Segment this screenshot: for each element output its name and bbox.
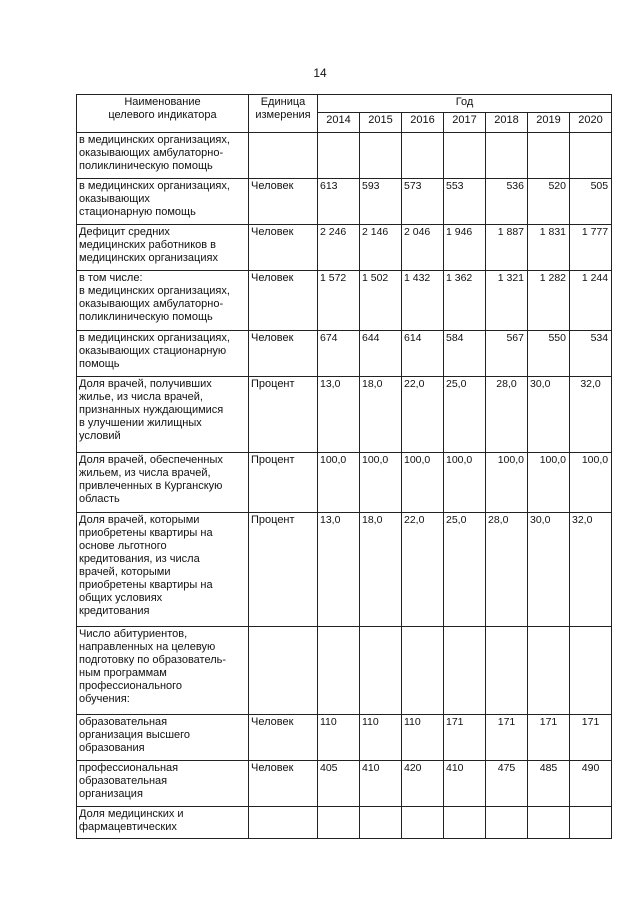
unit-cell: Человек bbox=[249, 761, 318, 807]
value-cell-2020: 1 244 bbox=[570, 271, 612, 331]
year-header: 2017 bbox=[444, 113, 486, 133]
value-cell-2019: 171 bbox=[528, 715, 570, 761]
value-cell-2014: 13,0 bbox=[318, 513, 360, 627]
unit-cell: Человек bbox=[249, 271, 318, 331]
table-row bbox=[77, 271, 612, 331]
value-cell-2017: 25,0 bbox=[444, 377, 486, 453]
value-cell-2016: 110 bbox=[402, 715, 444, 761]
value-cell-2014 bbox=[318, 807, 360, 839]
value-cell-2018: 475 bbox=[486, 761, 528, 807]
value-cell-2019 bbox=[528, 627, 570, 715]
value-cell-2019: 1 831 bbox=[528, 225, 570, 271]
value-cell-2016: 420 bbox=[402, 761, 444, 807]
value-cell-2019: 30,0 bbox=[528, 377, 570, 453]
value-cell-2015: 100,0 bbox=[360, 453, 402, 513]
value-cell-2018: 28,0 bbox=[486, 513, 528, 627]
value-cell-2015 bbox=[360, 627, 402, 715]
value-cell-2016 bbox=[402, 627, 444, 715]
value-cell-2014: 2 246 bbox=[318, 225, 360, 271]
value-cell-2019: 485 bbox=[528, 761, 570, 807]
value-cell-2019 bbox=[528, 133, 570, 179]
value-cell-2018 bbox=[486, 133, 528, 179]
table-row bbox=[77, 627, 612, 715]
indicator-name: в медицинских организациях, оказывающих амбулаторно- поликлиническую помощь bbox=[77, 133, 249, 179]
value-cell-2018: 536 bbox=[486, 179, 528, 225]
value-cell-2017 bbox=[444, 807, 486, 839]
value-cell-2014: 1 572 bbox=[318, 271, 360, 331]
value-cell-2015: 410 bbox=[360, 761, 402, 807]
indicator-rows bbox=[77, 133, 612, 839]
value-cell-2018 bbox=[486, 807, 528, 839]
value-cell-2020 bbox=[570, 133, 612, 179]
value-cell-2017: 553 bbox=[444, 179, 486, 225]
table-row bbox=[77, 453, 612, 513]
value-cell-2015 bbox=[360, 133, 402, 179]
table-row bbox=[77, 807, 612, 839]
table-row bbox=[77, 225, 612, 271]
table-row bbox=[77, 133, 612, 179]
value-cell-2017: 25,0 bbox=[444, 513, 486, 627]
value-cell-2019 bbox=[528, 807, 570, 839]
value-cell-2015: 593 bbox=[360, 179, 402, 225]
value-cell-2014: 110 bbox=[318, 715, 360, 761]
indicator-name: Доля врачей, которыми приобретены квартиры на основе льготного кредитования, из числа врачей, которыми приобретены квартиры на общих условиях кредитования bbox=[77, 513, 249, 627]
indicator-name: Доля медицинских и фармацевтических bbox=[77, 807, 249, 839]
value-cell-2014 bbox=[318, 627, 360, 715]
column-header-unit: Единица измерения bbox=[249, 95, 318, 133]
unit-cell: Процент bbox=[249, 513, 318, 627]
value-cell-2016: 22,0 bbox=[402, 513, 444, 627]
value-cell-2020 bbox=[570, 807, 612, 839]
value-cell-2020: 32,0 bbox=[570, 513, 612, 627]
year-header: 2020 bbox=[570, 113, 612, 133]
value-cell-2020: 534 bbox=[570, 331, 612, 377]
indicator-name: в том числе: в медицинских организациях, оказывающих амбулаторно- поликлиническую помощь bbox=[77, 271, 249, 331]
value-cell-2017: 410 bbox=[444, 761, 486, 807]
value-cell-2020: 32,0 bbox=[570, 377, 612, 453]
value-cell-2018 bbox=[486, 627, 528, 715]
unit-cell bbox=[249, 627, 318, 715]
year-header: 2018 bbox=[486, 113, 528, 133]
table-row bbox=[77, 715, 612, 761]
value-cell-2020: 490 bbox=[570, 761, 612, 807]
unit-cell: Человек bbox=[249, 331, 318, 377]
value-cell-2017 bbox=[444, 133, 486, 179]
indicator-name: образовательная организация высшего образования bbox=[77, 715, 249, 761]
value-cell-2015: 1 502 bbox=[360, 271, 402, 331]
table-row bbox=[77, 377, 612, 453]
value-cell-2019: 1 282 bbox=[528, 271, 570, 331]
indicator-name: профессиональная образовательная организация bbox=[77, 761, 249, 807]
value-cell-2020: 171 bbox=[570, 715, 612, 761]
year-header: 2019 bbox=[528, 113, 570, 133]
value-cell-2017: 100,0 bbox=[444, 453, 486, 513]
indicator-name: Доля врачей, обеспеченных жильем, из числа врачей, привлеченных в Курганскую область bbox=[77, 453, 249, 513]
value-cell-2015: 110 bbox=[360, 715, 402, 761]
indicator-name: в медицинских организациях, оказывающих стационарную помощь bbox=[77, 331, 249, 377]
column-header-year: Год bbox=[318, 95, 612, 113]
table-row bbox=[77, 331, 612, 377]
value-cell-2016: 22,0 bbox=[402, 377, 444, 453]
value-cell-2014: 100,0 bbox=[318, 453, 360, 513]
value-cell-2020 bbox=[570, 627, 612, 715]
value-cell-2018: 171 bbox=[486, 715, 528, 761]
value-cell-2020: 505 bbox=[570, 179, 612, 225]
value-cell-2014: 613 bbox=[318, 179, 360, 225]
value-cell-2018: 1 887 bbox=[486, 225, 528, 271]
table-row bbox=[77, 179, 612, 225]
value-cell-2018: 1 321 bbox=[486, 271, 528, 331]
indicator-name: Доля врачей, получивших жилье, из числа врачей, признанных нуждающимися в улучшении жилищных условий bbox=[77, 377, 249, 453]
unit-cell bbox=[249, 133, 318, 179]
value-cell-2014 bbox=[318, 133, 360, 179]
year-header: 2015 bbox=[360, 113, 402, 133]
value-cell-2016: 614 bbox=[402, 331, 444, 377]
value-cell-2015: 644 bbox=[360, 331, 402, 377]
value-cell-2016: 1 432 bbox=[402, 271, 444, 331]
unit-cell: Человек bbox=[249, 715, 318, 761]
unit-cell: Человек bbox=[249, 179, 318, 225]
value-cell-2014: 13,0 bbox=[318, 377, 360, 453]
value-cell-2017: 1 946 bbox=[444, 225, 486, 271]
table-row bbox=[77, 761, 612, 807]
unit-cell: Человек bbox=[249, 225, 318, 271]
value-cell-2019: 100,0 bbox=[528, 453, 570, 513]
value-cell-2019: 30,0 bbox=[528, 513, 570, 627]
value-cell-2016: 2 046 bbox=[402, 225, 444, 271]
value-cell-2015: 2 146 bbox=[360, 225, 402, 271]
value-cell-2015: 18,0 bbox=[360, 377, 402, 453]
unit-cell: Процент bbox=[249, 453, 318, 513]
value-cell-2016 bbox=[402, 133, 444, 179]
unit-cell: Процент bbox=[249, 377, 318, 453]
value-cell-2015: 18,0 bbox=[360, 513, 402, 627]
value-cell-2019: 520 bbox=[528, 179, 570, 225]
value-cell-2015 bbox=[360, 807, 402, 839]
year-header: 2014 bbox=[318, 113, 360, 133]
table-row bbox=[77, 513, 612, 627]
indicator-name: в медицинских организациях, оказывающих стационарную помощь bbox=[77, 179, 249, 225]
value-cell-2016: 100,0 bbox=[402, 453, 444, 513]
unit-cell bbox=[249, 807, 318, 839]
value-cell-2018: 28,0 bbox=[486, 377, 528, 453]
column-header-name: Наименование целевого индикатора bbox=[77, 95, 249, 133]
page-number: 14 bbox=[313, 66, 327, 80]
value-cell-2018: 567 bbox=[486, 331, 528, 377]
indicator-name: Дефицит средних медицинских работников в медицинских организациях bbox=[77, 225, 249, 271]
value-cell-2018: 100,0 bbox=[486, 453, 528, 513]
year-header: 2016 bbox=[402, 113, 444, 133]
value-cell-2019: 550 bbox=[528, 331, 570, 377]
value-cell-2016 bbox=[402, 807, 444, 839]
value-cell-2017: 584 bbox=[444, 331, 486, 377]
indicator-table bbox=[76, 94, 612, 839]
value-cell-2017 bbox=[444, 627, 486, 715]
value-cell-2020: 1 777 bbox=[570, 225, 612, 271]
value-cell-2020: 100,0 bbox=[570, 453, 612, 513]
value-cell-2016: 573 bbox=[402, 179, 444, 225]
value-cell-2014: 674 bbox=[318, 331, 360, 377]
value-cell-2014: 405 bbox=[318, 761, 360, 807]
value-cell-2017: 171 bbox=[444, 715, 486, 761]
value-cell-2017: 1 362 bbox=[444, 271, 486, 331]
indicator-name: Число абитуриентов, направленных на целевую подготовку по образователь- ным программам профессионального обучения: bbox=[77, 627, 249, 715]
